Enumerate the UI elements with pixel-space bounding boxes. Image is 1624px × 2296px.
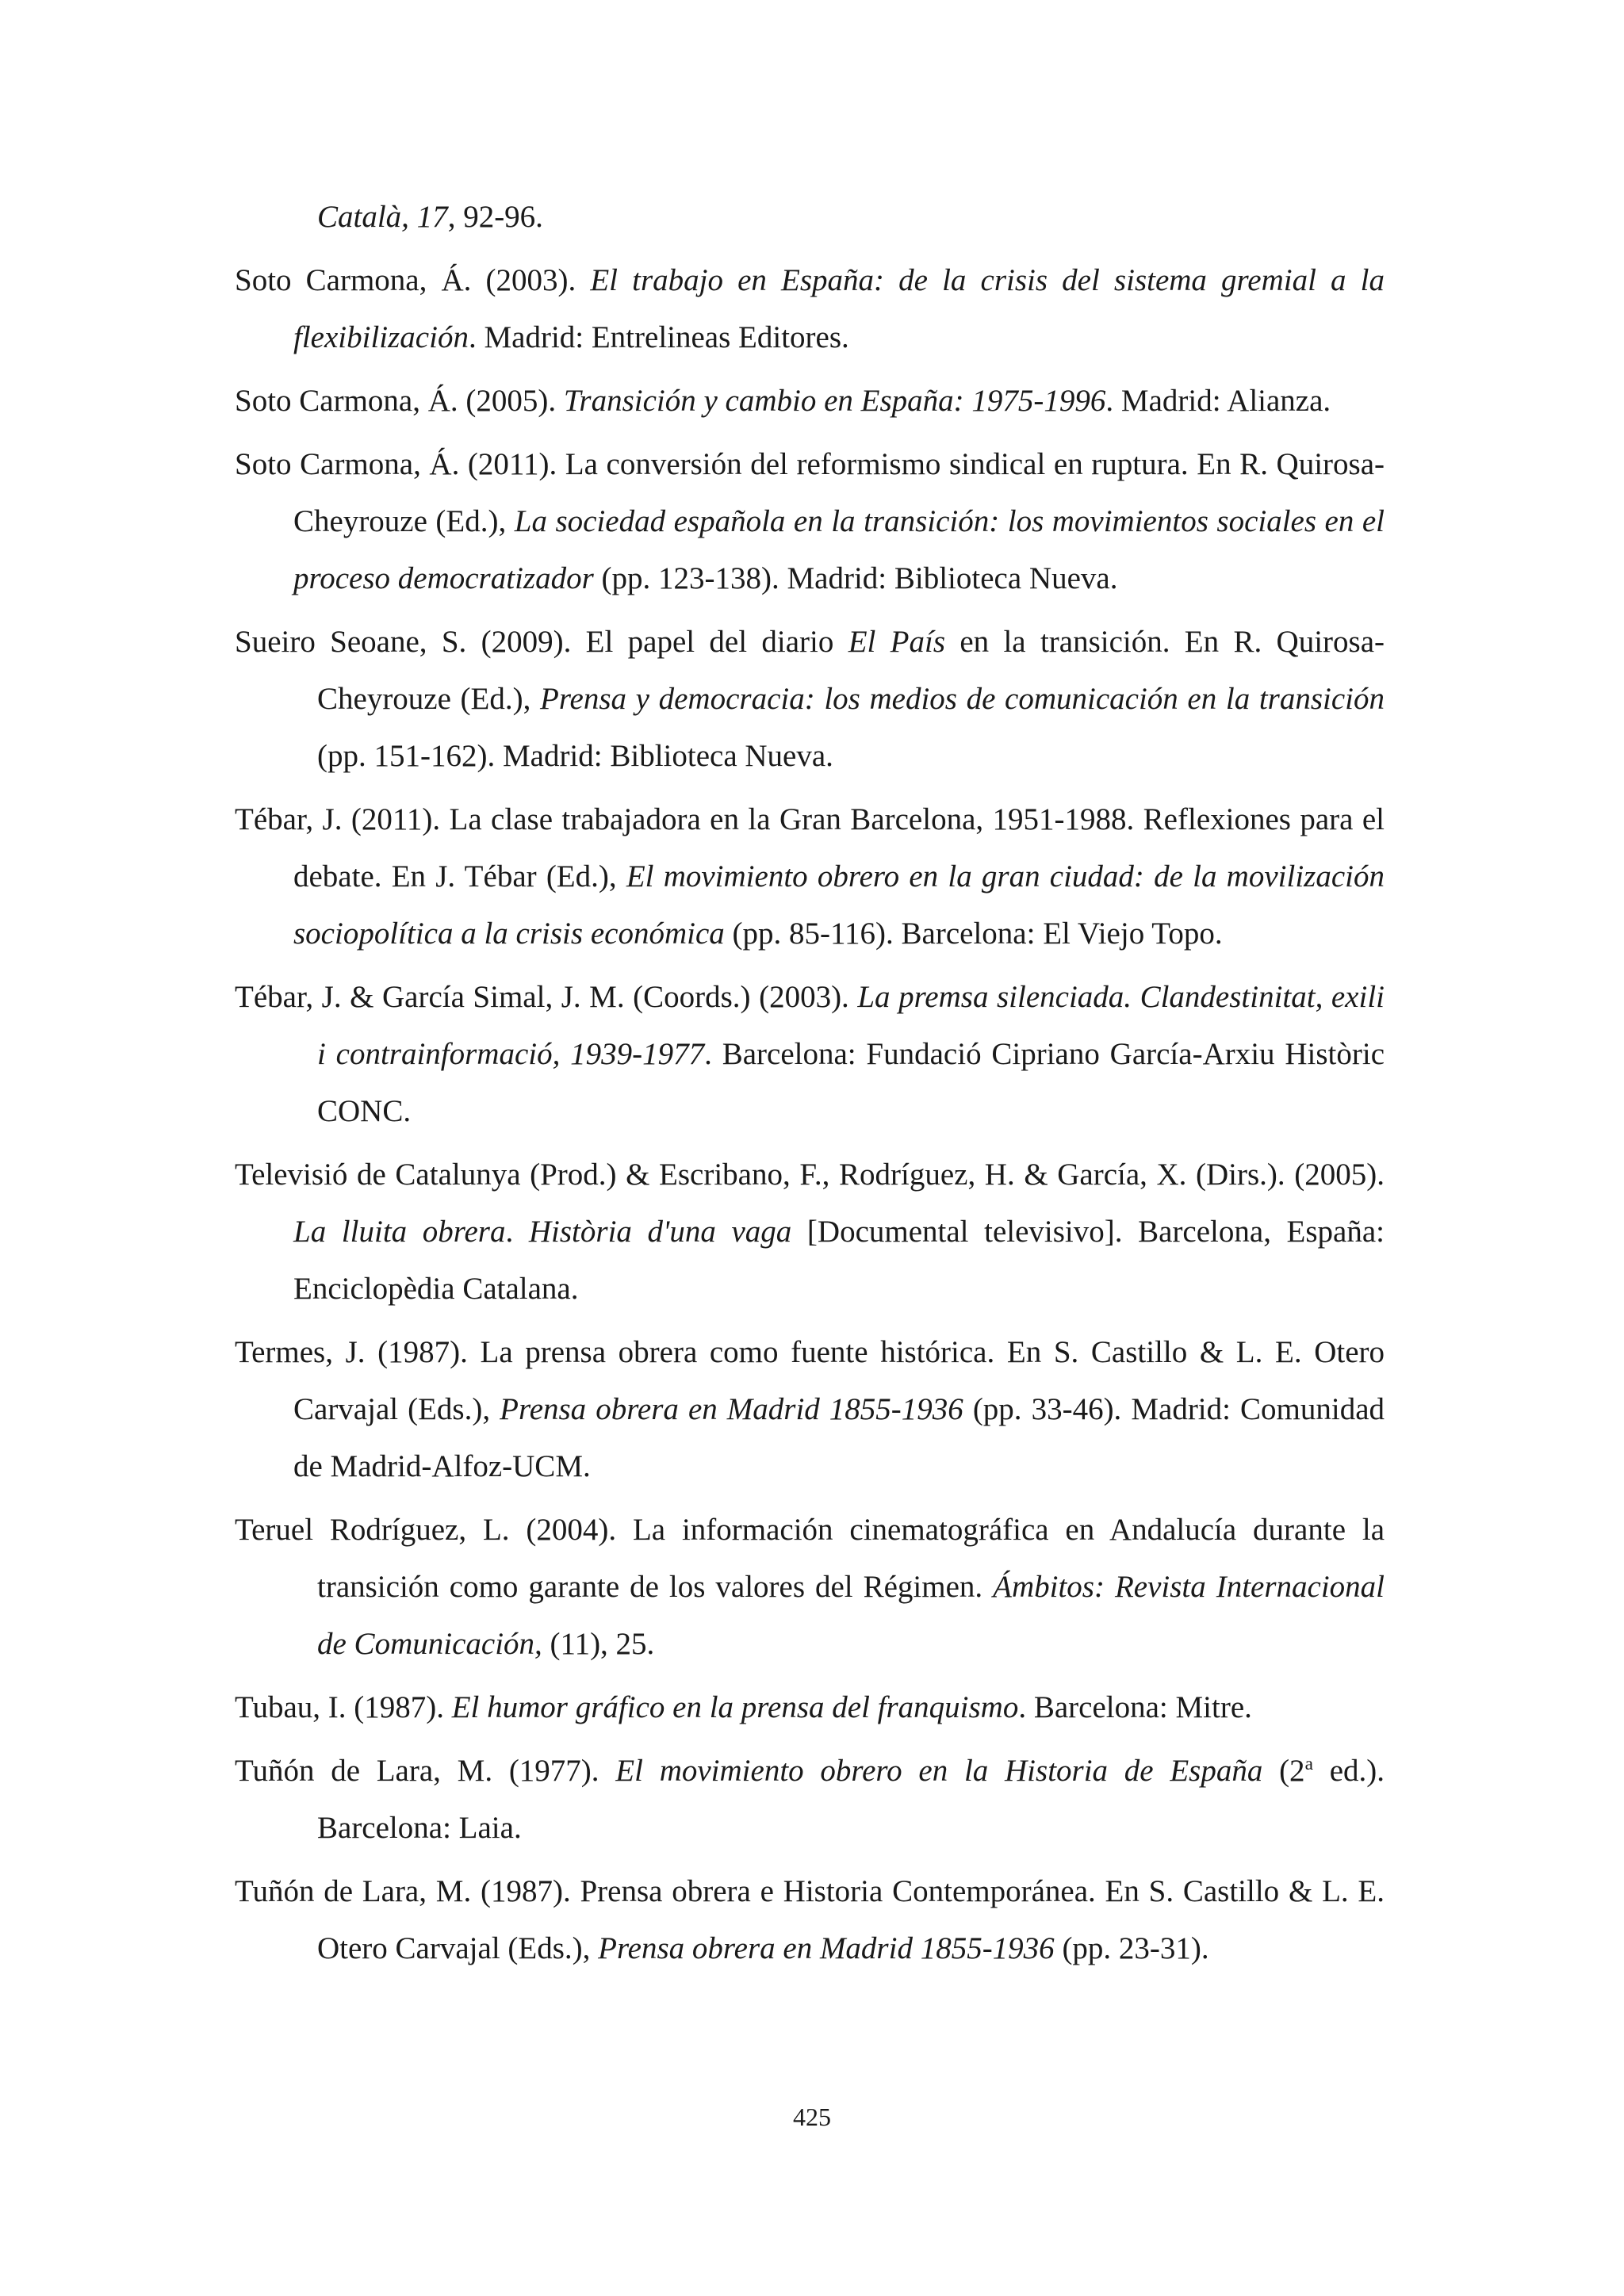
reference-text: Teruel Rodríguez, L. (2004). La información cinematográfica en Andalucía durante la transición como garante de los valores del Régimen. [235,1513,1385,1604]
reference-title-text: El humor gráfico en la prensa del franquismo [451,1690,1019,1724]
reference-text: Soto Carmona, Á. (2005). [235,384,564,418]
reference-title-text: El trabajo en España: de la crisis del sistema gremial a la flexibilización [293,263,1385,354]
reference-text: . [505,1215,529,1249]
reference-text: Tubau, I. (1987). [235,1690,452,1724]
reference-title-text: Català, 17 [317,200,448,234]
reference-text: , 92-96. [447,200,543,234]
reference-title-text: La premsa silenciada. Clandestinitat, exili i contrainformació, 1939-1977 [317,980,1385,1071]
reference-entry [235,614,1385,785]
reference-text: (pp. 151-162). Madrid: Biblioteca Nueva. [317,739,833,773]
reference-text: Soto Carmona, Á. (2003). [235,263,591,297]
reference-title-text: Transición y cambio en España: 1975-1996 [563,384,1106,418]
reference-text: Tébar, J. (2011). La clase trabajadora en la Gran Barcelona, 1951-1988. Reflexiones para el debate. En J. Tébar (Ed.), [235,802,1385,894]
reference-title-text: El movimiento obrero en la gran ciudad: de la movilización sociopolítica a la crisis económica [293,859,1385,951]
reference-text: Tébar, J. & García Simal, J. M. (Coords.) (2003). [235,980,858,1014]
reference-entry [235,1863,1385,1977]
reference-text: (2 [1262,1754,1305,1788]
reference-entry [235,791,1385,962]
reference-text: [Documental televisivo]. Barcelona, España: Enciclopèdia Catalana. [293,1215,1385,1306]
reference-entry [235,1679,1385,1736]
reference-text: a [1304,1754,1313,1774]
reference-entry [235,969,1385,1140]
reference-entry [235,1146,1385,1318]
reference-entry [235,1324,1385,1495]
reference-title-text: La sociedad española en la transición: los movimientos sociales en el proceso democratizador [293,504,1385,595]
reference-text: . Barcelona: Mitre. [1018,1690,1252,1724]
reference-text: Termes, J. (1987). La prensa obrera como fuente histórica. En S. Castillo & L. E. Otero Carvajal (Eds.), [235,1335,1385,1426]
reference-entry [235,252,1385,366]
reference-title-text: Prensa obrera en Madrid 1855-1936 [500,1392,963,1426]
reference-text: ed.). Barcelona: Laia. [317,1754,1385,1845]
reference-text: . Madrid: Alianza. [1105,384,1331,418]
reference-text: Tuñón de Lara, M. (1977). [235,1754,616,1788]
reference-title-text: El movimiento obrero en la Historia de España [615,1754,1263,1788]
reference-entry [235,436,1385,607]
reference-text: Soto Carmona, Á. (2011). La conversión del reformismo sindical en ruptura. En R. Quirosa-Cheyrouze (Ed.), [235,447,1385,538]
reference-text: (pp. 23-31). [1054,1931,1209,1965]
reference-entry [235,1502,1385,1673]
reference-title-text: Ámbitos: Revista Internacional de Comunicación, [317,1570,1385,1661]
reference-entry [235,373,1385,430]
reference-text: (11), 25. [542,1627,655,1661]
reference-text: (pp. 85-116). Barcelona: El Viejo Topo. [724,916,1223,951]
reference-title-text: Prensa y democracia: los medios de comunicación en la transición [540,682,1385,716]
reference-text: . Madrid: Entrelineas Editores. [468,320,849,354]
reference-text: . Barcelona: Fundació Cipriano García-Arxiu Històric CONC. [317,1037,1385,1128]
reference-title-text: El País [848,625,946,659]
reference-text: Televisió de Catalunya (Prod.) & Escribano, F., Rodríguez, H. & García, X. (Dirs.). (2005). [235,1158,1385,1192]
reference-text: (pp. 123-138). Madrid: Biblioteca Nueva. [593,561,1118,595]
page-number: 425 [793,2103,831,2131]
reference-list [235,189,1385,1984]
reference-title-text: Història d'una vaga [528,1215,792,1249]
reference-entry [235,189,1385,246]
reference-text: (pp. 33-46). Madrid: Comunidad de Madrid-Alfoz-UCM. [293,1392,1385,1483]
reference-title-text: Prensa obrera en Madrid 1855-1936 [598,1931,1055,1965]
reference-title-text: La lluita obrera [293,1215,506,1249]
reference-text: Tuñón de Lara, M. (1987). Prensa obrera e Historia Contemporánea. En S. Castillo & L. E. Otero Carvajal (Eds.), [235,1874,1385,1965]
reference-entry [235,1743,1385,1857]
reference-text: en la transición. En R. Quirosa-Cheyrouze (Ed.), [317,625,1385,716]
reference-text: Sueiro Seoane, S. (2009). El papel del diario [235,625,848,659]
